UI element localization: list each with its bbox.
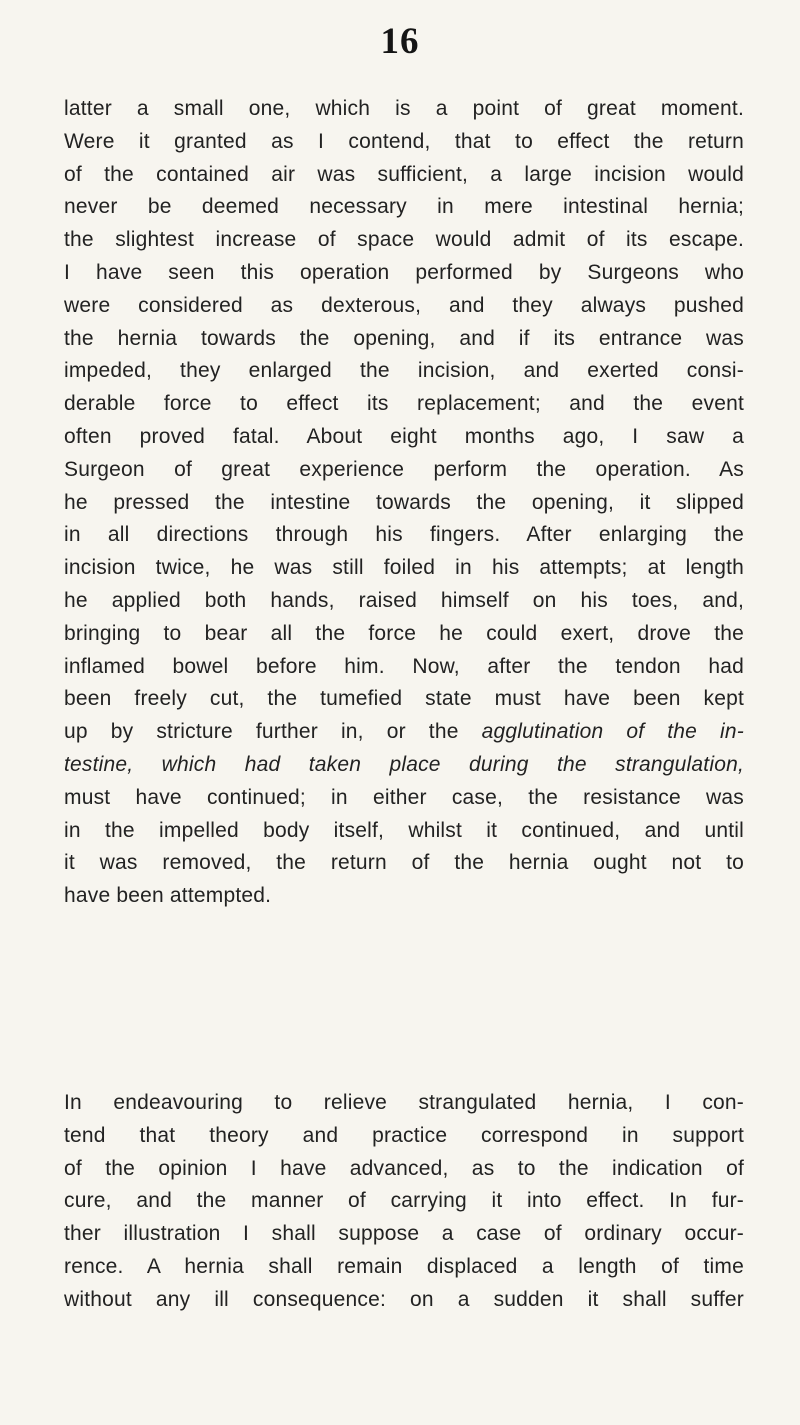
paragraph-2 bbox=[64, 1087, 744, 1317]
text-line: the hernia towards the opening, and if its entrance was bbox=[64, 326, 744, 350]
text-span: up by stricture further in, or the bbox=[64, 720, 459, 744]
text-line-italic bbox=[64, 749, 744, 782]
page-number: 16 bbox=[380, 21, 420, 62]
text-line: of the contained air was sufficient, a large incision would bbox=[64, 162, 744, 186]
italic-span: testine, which had taken place during the strangulation, bbox=[64, 752, 744, 776]
text-line: he applied both hands, raised himself on his toes, and, bbox=[64, 588, 744, 612]
text-line: ther illustration I shall suppose a case of ordinary occur- bbox=[64, 1222, 744, 1246]
text-line: latter a small one, which is a point of great moment. bbox=[64, 97, 744, 120]
text-line: I have seen this operation performed by Surgeons who bbox=[64, 260, 744, 284]
text-line: incision twice, he was still foiled in his attempts; at length bbox=[64, 556, 744, 580]
text-line: inflamed bowel before him. Now, after the tendon had bbox=[64, 654, 744, 678]
text-line: of the opinion I have advanced, as to the indication of bbox=[64, 1156, 744, 1180]
text-line: rence. A hernia shall remain displaced a length of time bbox=[64, 1254, 744, 1278]
italic-span: agglutination of the in- bbox=[481, 720, 744, 744]
text-line: often proved fatal. About eight months ago, I saw a bbox=[64, 424, 744, 448]
text-line: in the impelled body itself, whilst it continued, and until bbox=[64, 818, 744, 842]
text-line: never be deemed necessary in mere intestinal hernia; bbox=[64, 195, 744, 219]
text-line: been freely cut, the tumefied state must have been kept bbox=[64, 687, 744, 711]
text-line-mixed bbox=[64, 716, 744, 749]
text-line: cure, and the manner of carrying it into effect. In fur- bbox=[64, 1189, 744, 1213]
text-line: must have continued; in either case, the resistance was bbox=[64, 785, 744, 809]
text-line: have been attempted. bbox=[64, 884, 272, 908]
text-line: were considered as dexterous, and they always pushed bbox=[64, 293, 744, 317]
text-line: Were it granted as I contend, that to effect the return bbox=[64, 129, 744, 153]
paragraph-1 bbox=[64, 93, 744, 913]
text-line: tend that theory and practice correspond in support bbox=[64, 1123, 744, 1147]
text-line: in all directions through his fingers. After enlarging the bbox=[64, 523, 744, 547]
text-line: impeded, they enlarged the incision, and exerted consi- bbox=[64, 359, 744, 383]
text-line: without any ill consequence: on a sudden it shall suffer bbox=[64, 1287, 744, 1311]
text-line: Surgeon of great experience perform the operation. As bbox=[64, 457, 744, 481]
text-line: In endeavouring to relieve strangulated hernia, I con- bbox=[64, 1091, 744, 1114]
text-line: derable force to effect its replacement; and the event bbox=[64, 392, 744, 416]
text-line: he pressed the intestine towards the opening, it slipped bbox=[64, 490, 744, 514]
text-line: the slightest increase of space would admit of its escape. bbox=[64, 228, 744, 252]
text-line: bringing to bear all the force he could exert, drove the bbox=[64, 621, 744, 645]
text-line: it was removed, the return of the hernia ought not to bbox=[64, 851, 744, 875]
